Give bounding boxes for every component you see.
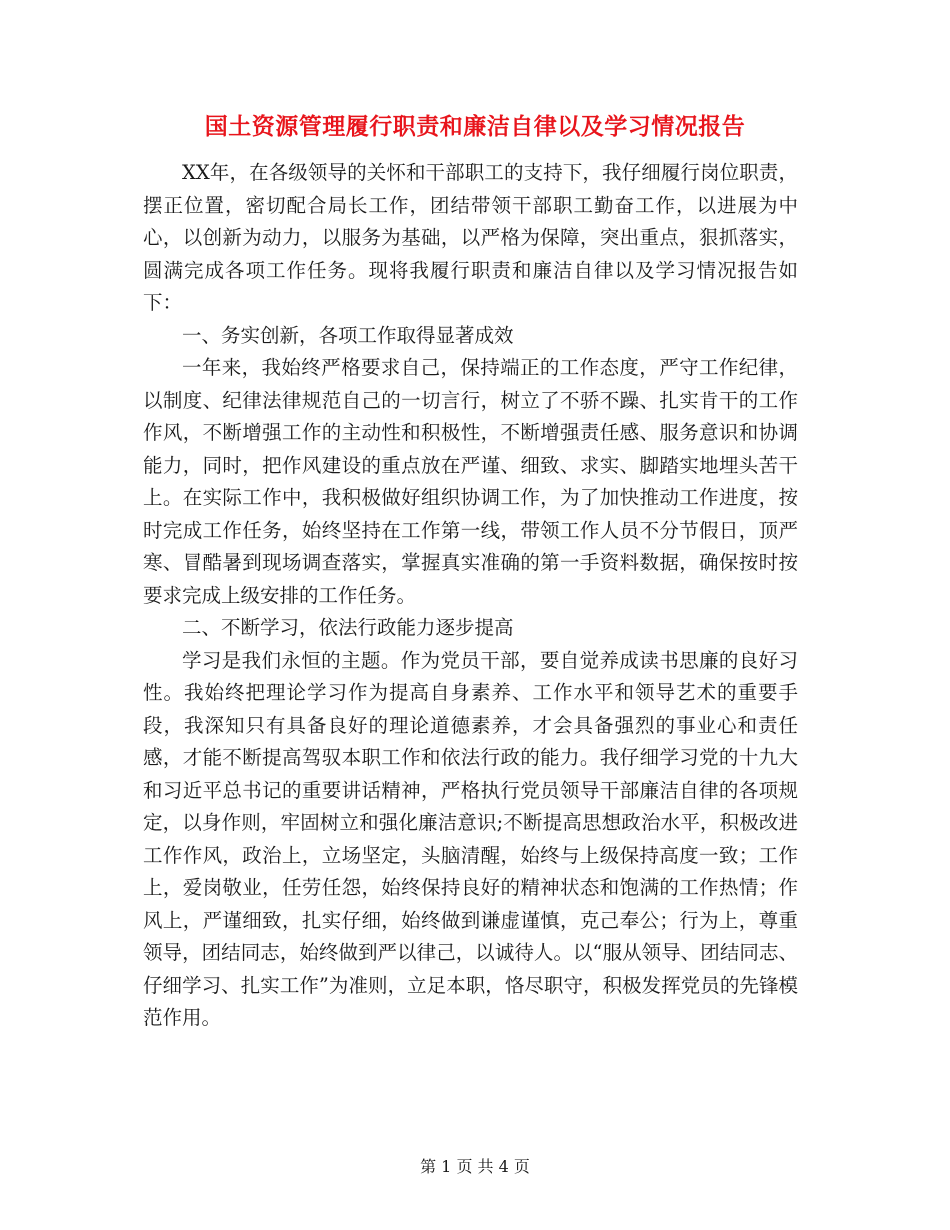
section-2-paragraph: 学习是我们永恒的主题。作为党员干部，要自觉养成读书思廉的良好习性。我始终把理论学习作为提高自身素养、工作水平和领导艺术的重要手段，我深知只有具备良好的理论道德素养，才会具备强烈的事业心和责任感，才能不断提高驾驭本职工作和依法行政的能力。我仔细学习党的十九大和习近平总书记的重要讲话精神，严格执行党员领导干部廉洁自律的各项规定，以身作则，牢固树立和强化廉洁意识;不断提高思想政治水平，积极改进工作作风，政治上，立场坚定，头脑清醒，始终与上级保持高度一致；工作上，爱岗敬业，任劳任怨，始终保持良好的精神状态和饱满的工作热情；作风上，严谨细致，扎实仔细，始终做到谦虚谨慎，克己奉公；行为上，尊重领导，团结同志，始终做到严以律己，以诚待人。以“服从领导、团结同志、仔细学习、扎实工作”为准则，立足本职，恪尽职守，积极发挥党员的先锋模范作用。	[143, 648, 798, 1029]
document-title: 国土资源管理履行职责和廉洁自律以及学习情况报告	[204, 114, 746, 140]
section-1-paragraph: 一年来，我始终严格要求自己，保持端正的工作态度，严守工作纪律，以制度、纪律法律规范自己的一切言行，树立了不骄不躁、扎实肯干的工作作风，不断增强工作的主动性和积极性，不断增强责任感、服务意识和协调能力，同时，把作风建设的重点放在严谨、细致、求实、脚踏实地埋头苦干上。在实际工作中，我积极做好组织协调工作，为了加快推动工作进度，按时完成工作任务，始终坚持在工作第一线，带领工作人员不分节假日，顶严寒、冒酷暑到现场调查落实，掌握真实准确的第一手资料数据，确保按时按要求完成上级安排的工作任务。	[143, 356, 798, 607]
intro-paragraph: XX年，在各级领导的关怀和干部职工的支持下，我仔细履行岗位职责，摆正位置，密切配合局长工作，团结带领干部职工勤奋工作，以进展为中心，以创新为动力，以服务为基础，以严格为保障，突出重点，狠抓落实，圆满完成各项工作任务。现将我履行职责和廉洁自律以及学习情况报告如下：	[143, 161, 798, 314]
section-heading-2: 二、不断学习，依法行政能力逐步提高	[182, 616, 514, 639]
section-heading-1: 一、务实创新，各项工作取得显著成效	[182, 323, 514, 347]
document-body	[143, 157, 798, 1035]
page-number-footer: 第 1 页 共 4 页	[420, 1157, 530, 1176]
